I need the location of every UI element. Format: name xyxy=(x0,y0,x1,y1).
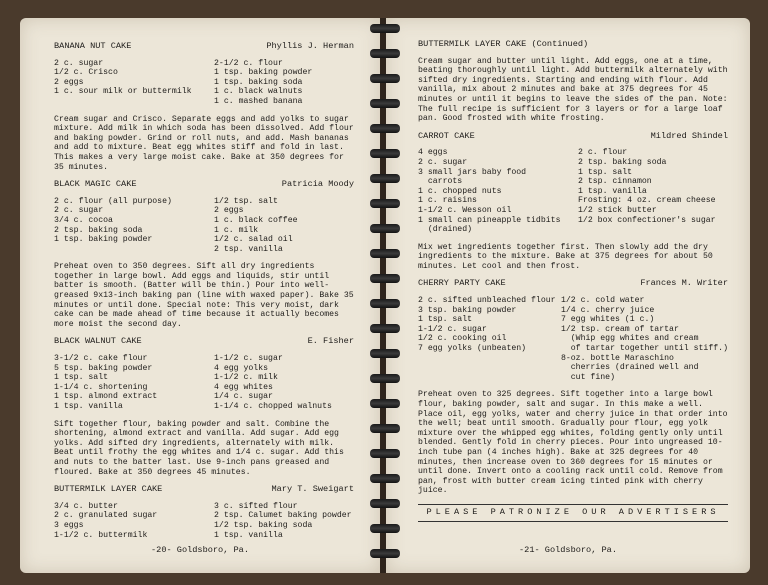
recipe-cherry-party-cake xyxy=(418,279,728,495)
recipe-method: Preheat oven to 325 degrees. Sift together into a large bowl flour, baking powder, salt and sugar. In this make a well. Place oil, egg yolks, water and cherry juice in that order into the well; beat until smooth. Gradually pour flour, egg yolk mixture over the whipped egg whites, folding gently only until blended. Gently fold in cherry pieces. Pour into ungreased 10-inch tube pan (4 inches high). Bake at 325 degrees for 40 minutes, then increase oven to 360 degrees for 15 minutes or until done. Invert onto a cooling rack until cold. Remove from pan, frost with butter cream icing tinted pink with cherry juice. xyxy=(418,390,728,496)
recipe-author: Patricia Moody xyxy=(281,179,354,190)
ingredients-column-2: 1/2 tsp. salt 2 eggs 1 c. black coffee 1 c. milk 1/2 c. salad oil 2 tsp. vanilla xyxy=(214,196,298,254)
recipe-buttermilk-layer-cake xyxy=(54,485,354,540)
recipe-author: E. Fisher xyxy=(307,336,354,347)
ingredients-column-1: 3-1/2 c. cake flour 5 tsp. baking powder 1 tsp. salt 1-1/4 c. shortening 1 tsp. almond extract 1 tsp. vanilla xyxy=(54,354,158,411)
recipe-carrot-cake xyxy=(418,132,728,272)
ingredients xyxy=(418,296,728,382)
ingredients xyxy=(54,197,354,255)
spiral-coil xyxy=(370,124,400,133)
recipe-author: Frances M. Writer xyxy=(640,278,728,289)
spiral-coil xyxy=(370,524,400,533)
left-page-content xyxy=(54,42,354,548)
recipe-method: Cream sugar and butter until light. Add eggs, one at a time, beating thoroughly until light. Add buttermilk alternately with sifted dry ingredients. Starting and ending with flour. Add vanilla, mix about 2 minutes and bake at 375 degrees for 45 minutes or until it begins to leave the sides of the pan. Note: The full recipe is sufficient for 3 layers or for a large loaf pan. Good frosted with white frosting. xyxy=(418,56,728,124)
recipe-title: BUTTERMILK LAYER CAKE (Continued) xyxy=(418,39,589,49)
spiral-coil xyxy=(370,324,400,333)
spiral-coil xyxy=(370,199,400,208)
recipe-method: Cream sugar and Crisco. Separate eggs and add yolks to sugar mixture. Add milk in which soda has been dissolved. Add flour and baking powder. Grind or roll nuts, and add. Mash bananas and add to mixture. Beat egg whites stiff and fold in last. This makes a very large moist cake. Bake at 350 degrees for 35 minutes. xyxy=(54,114,354,172)
recipe-title: BLACK WALNUT CAKE xyxy=(54,336,142,347)
spiral-coil xyxy=(370,149,400,158)
ingredients xyxy=(418,148,728,234)
spiral-coil xyxy=(370,174,400,183)
right-page-content xyxy=(418,40,728,522)
ingredients-column-2: 3 c. sifted flour 2 tsp. Calumet baking powder 1/2 tsp. baking soda 1 tsp. vanilla xyxy=(214,501,352,540)
ingredients-column-1: 3/4 c. butter 2 c. granulated sugar 3 eggs 1-1/2 c. buttermilk xyxy=(54,501,158,540)
recipe-method: Preheat oven to 350 degrees. Sift all dry ingredients together in large bowl. Add eggs and liquids, stir until batter is smooth. (Batter will be thin.) Pour into well-greased 9x13-inch baking pan (line with waxed paper). Bake 35 minutes or until done. Special note: This very moist, dark cake can be made ahead of time because it actually becomes more moist the second day. xyxy=(54,262,354,329)
recipe-header xyxy=(418,40,728,50)
recipe-header xyxy=(418,279,728,289)
recipe-header xyxy=(54,337,354,347)
spiral-coil xyxy=(370,224,400,233)
ingredients-column-2: 2-1/2 c. flour 1 tsp. baking powder 1 tsp. baking soda 1 c. black walnuts 1 c. mashed banana xyxy=(214,58,313,106)
ingredients-column-2: 2 c. flour 2 tsp. baking soda 1 tsp. salt 2 tsp. cinnamon 1 tsp. vanilla Frosting: 4 oz. cream cheese 1/2 stick butter 1/2 box confectioner's sugar xyxy=(578,148,716,225)
recipe-title: CHERRY PARTY CAKE xyxy=(418,278,506,289)
spiral-coil xyxy=(370,449,400,458)
recipe-buttermilk-continued xyxy=(418,40,728,124)
spiral-coil xyxy=(370,49,400,58)
recipe-title: BUTTERMILK LAYER CAKE xyxy=(54,484,163,495)
spiral-coil xyxy=(370,74,400,83)
spiral-coil xyxy=(370,374,400,383)
spiral-coil xyxy=(370,249,400,258)
ingredients-column-1: 2 c. flour (all purpose) 2 c. sugar 3/4 c. cocoa 2 tsp. baking soda 1 tsp. baking powder xyxy=(54,196,172,245)
advertisers-banner: PLEASE PATRONIZE OUR ADVERTISERS xyxy=(418,504,728,522)
ingredients-column-1: 2 c. sifted unbleached flour 3 tsp. baking powder 1 tsp. salt 1-1/2 c. sugar 1/2 c. cooking oil 7 egg yolks (unbeaten) xyxy=(418,296,556,354)
ingredients-column-2: 1/2 c. cold water 1/4 c. cherry juice 7 egg whites (1 c.) 1/2 tsp. cream of tartar (Whip egg whites and cream of tartar together until stiff.) 8-oz. bottle Maraschino cherries (drained well and cut fine) xyxy=(560,296,728,382)
spiral-coil xyxy=(370,474,400,483)
recipe-title: BLACK MAGIC CAKE xyxy=(54,179,137,190)
recipe-header xyxy=(418,132,728,142)
recipe-black-magic-cake xyxy=(54,180,354,329)
recipe-author: Mildred Shindel xyxy=(650,130,728,141)
page-number: -20- Goldsboro, Pa. xyxy=(151,545,249,555)
spiral-coil xyxy=(370,549,400,558)
recipe-title: CARROT CAKE xyxy=(418,130,475,141)
spiral-coil xyxy=(370,24,400,33)
ingredients xyxy=(54,502,354,540)
spiral-coil xyxy=(370,499,400,508)
recipe-header xyxy=(54,485,354,495)
ingredients-column-2: 1-1/2 c. sugar 4 egg yolks 1-1/2 c. milk 4 egg whites 1/4 c. sugar 1-1/4 c. chopped walnuts xyxy=(214,354,332,411)
recipe-author: Phyllis J. Herman xyxy=(266,41,354,51)
spiral-coil xyxy=(370,399,400,408)
recipe-method: Mix wet ingredients together first. Then slowly add the dry ingredients to the mixture. Bake at 375 degrees for about 50 minutes. Let cool and then frost. xyxy=(418,242,713,271)
ingredients xyxy=(54,354,354,412)
spiral-coil xyxy=(370,299,400,308)
recipe-author: Mary T. Sweigart xyxy=(271,484,354,495)
spiral-coil xyxy=(370,424,400,433)
ingredients-column-1: 4 eggs 2 c. sugar 3 small jars baby food carrots 1 c. chopped nuts 1 c. raisins 1-1/2 c. Wesson oil 1 small can pineapple tidbits (drained) xyxy=(418,148,561,235)
right-page xyxy=(386,18,750,573)
cookbook-spread xyxy=(20,18,750,573)
recipe-black-walnut-cake xyxy=(54,337,354,477)
recipe-title: BANANA NUT CAKE xyxy=(54,41,132,51)
spiral-coil xyxy=(370,99,400,108)
recipe-header xyxy=(54,180,354,190)
left-page xyxy=(20,18,380,573)
recipe-banana-nut-cake xyxy=(54,42,354,172)
spiral-coil xyxy=(370,349,400,358)
recipe-header xyxy=(54,42,354,52)
recipe-method: Sift together flour, baking powder and salt. Combine the shortening, almond extract and vanilla. Add sugar. Add egg yolks. Add sifted dry ingredients, alternately with milk. Beat until frothy the egg whites and 1/4 c. sugar. Add this and nuts to the batter last. Use 9-inch pans greased and floured. Bake at 350 degrees 45 minutes. xyxy=(54,419,344,477)
ingredients-column-1: 2 c. sugar 1/2 c. Crisco 2 eggs 1 c. sour milk or buttermilk xyxy=(54,58,192,97)
page-number: -21- Goldsboro, Pa. xyxy=(519,545,617,555)
spiral-coil xyxy=(370,274,400,283)
ingredients xyxy=(54,59,354,107)
